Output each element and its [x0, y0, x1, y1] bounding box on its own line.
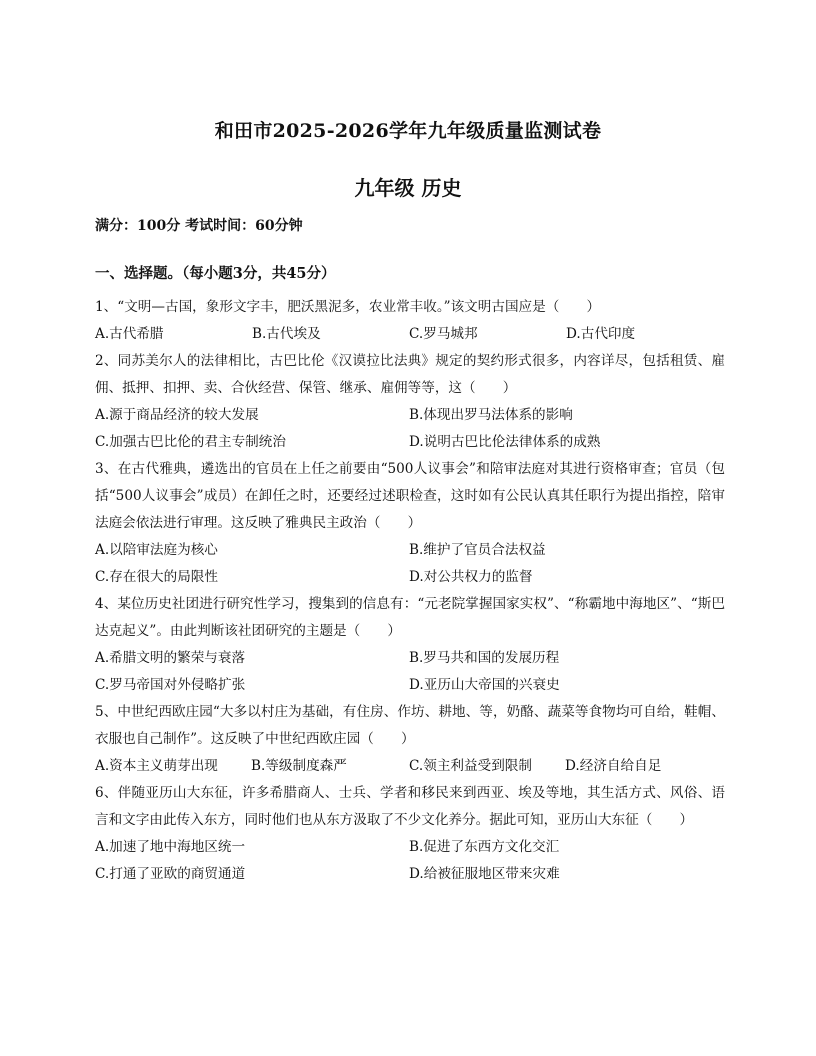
option-b: B.等级制度森严: [251, 758, 347, 774]
option-d: D.对公共权力的监督: [409, 569, 533, 585]
option-d: D.经济自给自足: [565, 758, 662, 774]
question-options: [95, 321, 725, 348]
question-options: [95, 645, 725, 672]
option-b: B.维护了官员合法权益: [409, 542, 546, 558]
question-options: [95, 564, 725, 591]
option-b: B.古代埃及: [252, 326, 321, 342]
question-options: [95, 672, 725, 699]
option-d: D.说明古巴比伦法律体系的成熟: [409, 434, 601, 450]
exam-title: 和田市2025-2026学年九年级质量监测试卷: [214, 120, 602, 142]
question-options: [95, 537, 725, 564]
question-stem: 3、在古代雅典，遴选出的官员在上任之前要由“500人议事会”和陪审法庭对其进行资格审查；官员（包括“500人议事会”成员）在卸任之时，还要经过述职检查，这时如有公民认真其任职行为提出指控，陪审法庭会依法进行审理。这反映了雅典民主政治（ ）: [95, 461, 725, 531]
question-stem: 5、中世纪西欧庄园“大多以村庄为基础，有住房、作坊、耕地、等，奶酪、蔬菜等食物均可自给，鞋帽、衣服也自己制作”。这反映了中世纪西欧庄园（ ）: [95, 704, 725, 747]
option-a: A.加速了地中海地区统一: [95, 839, 246, 855]
question-options: [95, 429, 725, 456]
option-c: C.加强古巴比伦的君主专制统治: [95, 434, 286, 450]
option-c: C.罗马城邦: [409, 326, 478, 342]
question-list: [95, 294, 725, 888]
question-options: [95, 753, 725, 780]
option-d: D.亚历山大帝国的兴衰史: [409, 677, 560, 693]
option-c: C.罗马帝国对外侵略扩张: [95, 677, 246, 693]
question-options: [95, 402, 725, 429]
question-stem: 2、同苏美尔人的法律相比，古巴比伦《汉谟拉比法典》规定的契约形式很多，内容详尽，包括租赁、雇佣、抵押、扣押、卖、合伙经营、保管、继承、雇佣等等，这（ ）: [95, 353, 725, 396]
section-heading: 一、选择题。（每小题3分，共45分）: [95, 265, 336, 282]
option-b: B.促进了东西方文化交汇: [409, 839, 560, 855]
option-a: A.以陪审法庭为核心: [95, 542, 218, 558]
option-b: B.罗马共和国的发展历程: [409, 650, 560, 666]
question-stem: 1、“文明—古国，象形文字丰，肥沃黑泥多，农业常丰收。”该文明古国应是（ ）: [95, 299, 601, 315]
option-a: A.古代希腊: [95, 326, 164, 342]
question-stem: 6、伴随亚历山大东征，许多希腊商人、士兵、学者和移民来到西亚、埃及等地，其生活方式、风俗、语言和文字由此传入东方，同时他们也从东方汲取了不少文化养分。据此可知，亚历山大东征（ ）: [95, 785, 725, 828]
option-c: C.打通了亚欧的商贸通道: [95, 866, 246, 882]
exam-meta: 满分：100分 考试时间：60分钟: [95, 218, 303, 234]
option-c: C.存在很大的局限性: [95, 569, 218, 585]
option-c: C.领主利益受到限制: [409, 758, 532, 774]
question-options: [95, 834, 725, 861]
option-d: D.给被征服地区带来灾难: [409, 866, 560, 882]
option-a: A.资本主义萌芽出现: [95, 758, 218, 774]
question-options: [95, 861, 725, 888]
option-a: A.源于商品经济的较大发展: [95, 407, 259, 423]
option-d: D.古代印度: [566, 326, 636, 342]
exam-subject: 九年级 历史: [354, 176, 462, 200]
option-a: A.希腊文明的繁荣与衰落: [95, 650, 246, 666]
option-b: B.体现出罗马法体系的影响: [409, 407, 573, 423]
question-stem: 4、某位历史社团进行研究性学习，搜集到的信息有：“元老院掌握国家实权”、“称霸地中海地区”、“斯巴达克起义”。由此判断该社团研究的主题是（ ）: [95, 596, 725, 639]
